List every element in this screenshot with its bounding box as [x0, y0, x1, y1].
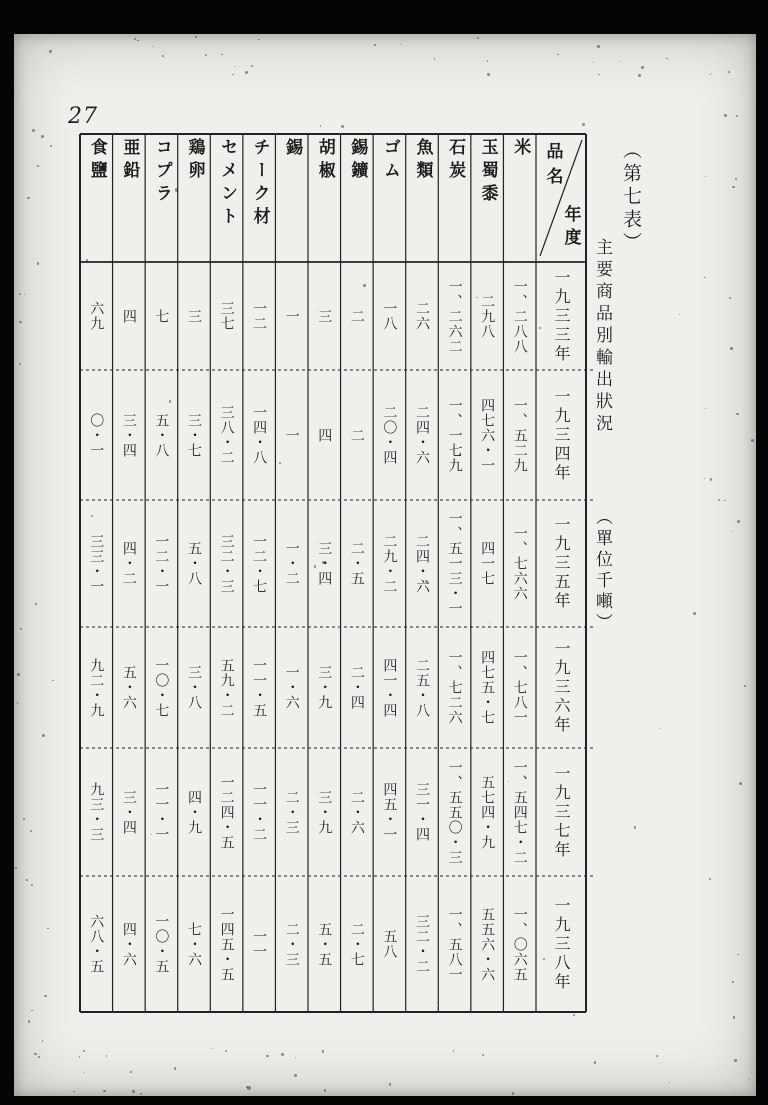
item-name: コプラ	[151, 138, 172, 207]
table-cell: 二九八	[479, 293, 496, 339]
table-cell: 五・八	[153, 412, 170, 458]
table-cell: 二〇・四	[381, 405, 398, 465]
table-cell: 四七六・一	[479, 397, 496, 473]
table-cell: 三二・三	[218, 533, 235, 594]
table-cell: 二・五	[348, 541, 365, 586]
table-cell: 二・七	[348, 921, 365, 967]
table-cell: 三	[185, 308, 202, 324]
table-cell: 二・六	[348, 789, 365, 835]
table-cell: 一二	[251, 301, 268, 331]
table-cell: 四・九	[185, 789, 202, 835]
page-number: 27	[68, 104, 98, 129]
table-cell: 一、五一三・一	[446, 511, 463, 616]
table-cell: 三一・四	[413, 782, 430, 842]
table-cell: 五七四・九	[479, 774, 496, 850]
table-label: （第七表）	[620, 140, 642, 255]
table-cell: 一四・八	[251, 405, 268, 465]
year-label: 一九三三年	[552, 268, 571, 364]
table-cell: 五九・二	[218, 657, 235, 718]
table-cell: 一〇・五	[153, 914, 170, 974]
table-cell: 四一七	[479, 541, 496, 586]
table-cell: 二四・六	[413, 533, 430, 594]
table-cell: 五八	[381, 929, 398, 959]
item-name: 錫鑛	[347, 138, 368, 184]
table-cell: 三・四	[120, 412, 137, 458]
table-cell: 一一・五	[251, 657, 268, 718]
table-cell: 三八・二	[218, 405, 235, 465]
table-cell: 四	[120, 308, 137, 324]
item-name: 胡椒	[314, 138, 335, 184]
header-item-char: 品	[546, 142, 564, 162]
header-item	[544, 140, 566, 189]
table-cell: 一、二六二	[446, 278, 463, 354]
table-cell: 一、〇六五	[511, 906, 528, 982]
table-cell: 一、七六六	[511, 526, 528, 601]
table-cell: 二・三	[283, 921, 300, 967]
item-name: 鶏卵	[184, 138, 205, 184]
item-name: ゴム	[379, 138, 400, 184]
table-cell: 一一・二	[251, 782, 268, 842]
table-cell: 四	[316, 427, 333, 443]
item-name: 米	[510, 138, 531, 161]
table-cell: 一一	[251, 929, 268, 959]
table-cell: 一、一七九	[446, 397, 463, 473]
table-cell: 一	[283, 427, 300, 443]
table-cell: 三・九	[316, 665, 333, 710]
table-cell: 四一・四	[381, 657, 398, 718]
year-label: 一九三六年	[552, 640, 571, 735]
table-cell: 一、五八一	[446, 906, 463, 982]
item-name: 石炭	[445, 138, 466, 184]
table-cell: 七	[153, 308, 170, 324]
item-name: 玉蜀黍	[477, 138, 498, 207]
table-cell: 二	[348, 308, 365, 324]
table-cell: 三・九	[316, 789, 333, 835]
table-cell: 一、二八八	[511, 278, 528, 354]
table-cell: 二六	[413, 301, 430, 331]
header-year-char: 度	[564, 227, 582, 248]
table-cell: 一一・一	[153, 782, 170, 842]
table-cell: 一、七八一	[511, 650, 528, 725]
item-name: 錫	[282, 138, 303, 161]
header-year	[562, 204, 584, 250]
item-name: 食鹽	[86, 138, 107, 184]
table-cell: 一〇・七	[153, 657, 170, 718]
table-cell: 一、五四七・二	[511, 759, 528, 865]
item-name: 魚類	[412, 138, 433, 184]
table-cell: 一、七二六	[446, 650, 463, 725]
table-cell: 三・七	[185, 412, 202, 458]
table-title: 主要商品別輸出狀況	[592, 238, 612, 436]
table-cell: 一四五・五	[218, 906, 235, 982]
table-cell: 二五・八	[413, 657, 430, 718]
table-cell: 五五六・六	[479, 906, 496, 982]
year-label: 一九三七年	[552, 764, 571, 860]
table-cell: 一・六	[283, 665, 300, 710]
table-cell: 四五・一	[381, 782, 398, 842]
table-cell: 一、五二九	[511, 397, 528, 473]
table-cell: 九三・三	[88, 782, 105, 842]
table-cell: 六九	[88, 301, 105, 331]
table-cell: 一二・七	[251, 533, 268, 594]
table-cell: 一二四・五	[218, 774, 235, 850]
item-name: チーク材	[249, 138, 270, 230]
table-cell: 三三・一	[88, 533, 105, 594]
table-cell: 二・三	[283, 789, 300, 835]
table-cell: 五・八	[185, 541, 202, 586]
table-cell: 二四・六	[413, 405, 430, 465]
table-cell: 五・五	[316, 921, 333, 967]
table-cell: 三七	[218, 301, 235, 331]
table-cell: 三・四	[316, 541, 333, 586]
table-cell: 二九・二	[381, 533, 398, 594]
table-cell: 一二・一	[153, 533, 170, 594]
header-item-char: 名	[546, 166, 564, 187]
table-unit: （單位千噸）	[592, 508, 612, 634]
year-label: 一九三五年	[552, 516, 571, 611]
table-cell: 五・六	[120, 665, 137, 710]
table-cell: 一、五五〇・三	[446, 759, 463, 865]
table-cell: 〇・一	[88, 412, 105, 458]
table-cell: 一・二	[283, 541, 300, 586]
item-name: 亜鉛	[119, 138, 140, 184]
table-cell: 三	[316, 308, 333, 324]
table-cell: 四・六	[120, 921, 137, 967]
table-cell: 一八	[381, 301, 398, 331]
table-cell: 九二・九	[88, 657, 105, 718]
table-cell: 四・二	[120, 541, 137, 586]
table-cell: 二	[348, 427, 365, 443]
item-name: セメント	[217, 138, 238, 230]
table-cell: 一	[283, 308, 300, 324]
year-label: 一九三四年	[552, 387, 571, 483]
table-cell: 三・四	[120, 789, 137, 835]
year-label: 一九三八年	[552, 896, 571, 992]
table-cell: 六八・五	[88, 914, 105, 974]
table-cell: 三二・二	[413, 914, 430, 974]
header-year-char: 年	[564, 205, 582, 225]
table-cell: 四七五・七	[479, 650, 496, 725]
table-cell: 七・六	[185, 921, 202, 967]
table-cell: 二・四	[348, 665, 365, 710]
table-cell: 三・八	[185, 665, 202, 710]
